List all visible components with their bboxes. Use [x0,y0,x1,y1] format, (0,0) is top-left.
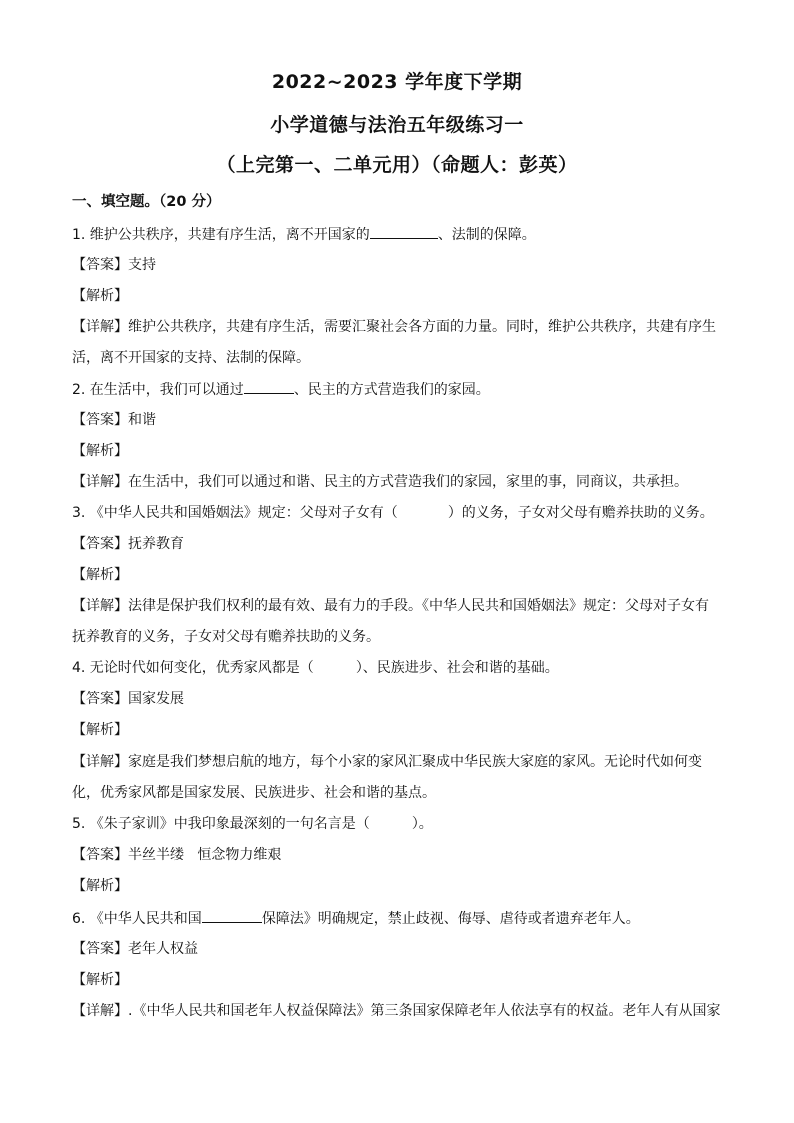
detail-label: 【详解】 [72,474,128,490]
answer-2 [72,410,156,430]
answer-3 [72,534,184,554]
question-3-before: 3. 《中华人民共和国婚姻法》规定：父母对子女有（ [72,505,398,521]
section-heading: 一、填空题。（20 分） [72,194,221,210]
detail-1-line-1 [72,317,716,337]
detail-4-line-1 [72,752,702,772]
question-2-before: 2. 在生活中，我们可以通过 [72,382,244,398]
analysis-2: 【解析】 [72,443,128,459]
subject-title: 小学道德与法治五年级练习一 [270,114,524,136]
answer-label: 【答案】 [72,412,128,428]
question-3-after: ）的义务，子女对父母有赡养扶助的义务。 [447,505,714,521]
answer-5-text: 半丝半缕 恒念物力维艰 [128,847,282,863]
detail-6-text-1: .《中华人民共和国老年人权益保障法》第三条国家保障老年人依法享有的权益。老年人有从国家 [128,1003,721,1019]
question-3 [72,503,714,523]
question-2-after: 、民主的方式营造我们的家园。 [293,382,490,398]
detail-3-line-1 [72,596,709,616]
detail-3-line-2: 抚养教育的义务，子女对父母有赡养扶助的义务。 [72,629,380,645]
question-5-before: 5. 《朱子家训》中我印象最深刻的一句名言是（ [72,816,370,832]
analysis-5: 【解析】 [72,878,128,894]
detail-label: 【详解】 [72,754,128,770]
analysis-3: 【解析】 [72,567,128,583]
answer-6 [72,939,198,959]
answer-6-text: 老年人权益 [128,941,198,957]
question-1-blank [370,224,438,239]
detail-label: 【详解】 [72,1003,128,1019]
detail-label: 【详解】 [72,598,128,614]
question-5 [72,814,433,834]
answer-label: 【答案】 [72,941,128,957]
answer-label: 【答案】 [72,691,128,707]
answer-3-text: 抚养教育 [128,536,184,552]
question-1-before: 1. 维护公共秩序，共建有序生活，离不开国家的 [72,227,370,243]
detail-6-line-1 [72,1001,720,1021]
answer-1-text: 支持 [128,257,156,273]
question-2 [72,379,490,400]
detail-1-text-1: 维护公共秩序，共建有序生活，需要汇聚社会各方面的力量。同时，维护公共秩序，共建有序生 [128,319,716,335]
answer-2-text: 和谐 [128,412,156,428]
question-4 [72,658,559,678]
answer-1 [72,255,156,275]
question-1 [72,224,536,245]
question-4-after: ）、民族进步、社会和谐的基础。 [355,660,559,676]
question-6-before: 6. 《中华人民共和国 [72,911,202,927]
answer-label: 【答案】 [72,536,128,552]
question-6-after: 保障法》明确规定，禁止歧视、侮辱、虐待或者遗弃老年人。 [261,911,640,927]
detail-4-text-1: 家庭是我们梦想启航的地方，每个小家的家风汇聚成中华民族大家庭的家风。无论时代如何变 [128,754,702,770]
question-4-before: 4. 无论时代如何变化，优秀家风都是（ [72,660,314,676]
answer-label: 【答案】 [72,257,128,273]
answer-4 [72,689,184,709]
year-title: 2022~2023 学年度下学期 [271,71,523,93]
detail-2-line-1 [72,472,688,492]
detail-4-line-2: 化，优秀家风都是国家发展、民族进步、社会和谐的基点。 [72,785,436,801]
answer-5 [72,845,281,865]
analysis-1: 【解析】 [72,288,128,304]
analysis-6: 【解析】 [72,972,128,988]
scope-title: （上完第一、二单元用）（命题人：彭英） [216,154,578,176]
detail-label: 【详解】 [72,319,128,335]
question-2-blank [244,379,294,394]
question-6 [72,908,640,929]
question-6-blank [202,908,262,923]
question-1-after: 、法制的保障。 [437,227,536,243]
detail-3-text-1: 法律是保护我们权利的最有效、最有力的手段。《中华人民共和国婚姻法》规定：父母对子女有 [128,598,709,614]
analysis-4: 【解析】 [72,722,128,738]
detail-1-line-2: 活，离不开国家的支持、法制的保障。 [72,350,310,366]
question-5-after: ）。 [411,816,433,832]
answer-label: 【答案】 [72,847,128,863]
detail-2-text-1: 在生活中，我们可以通过和谐、民主的方式营造我们的家园，家里的事，同商议，共承担。 [128,474,688,490]
answer-4-text: 国家发展 [128,691,184,707]
